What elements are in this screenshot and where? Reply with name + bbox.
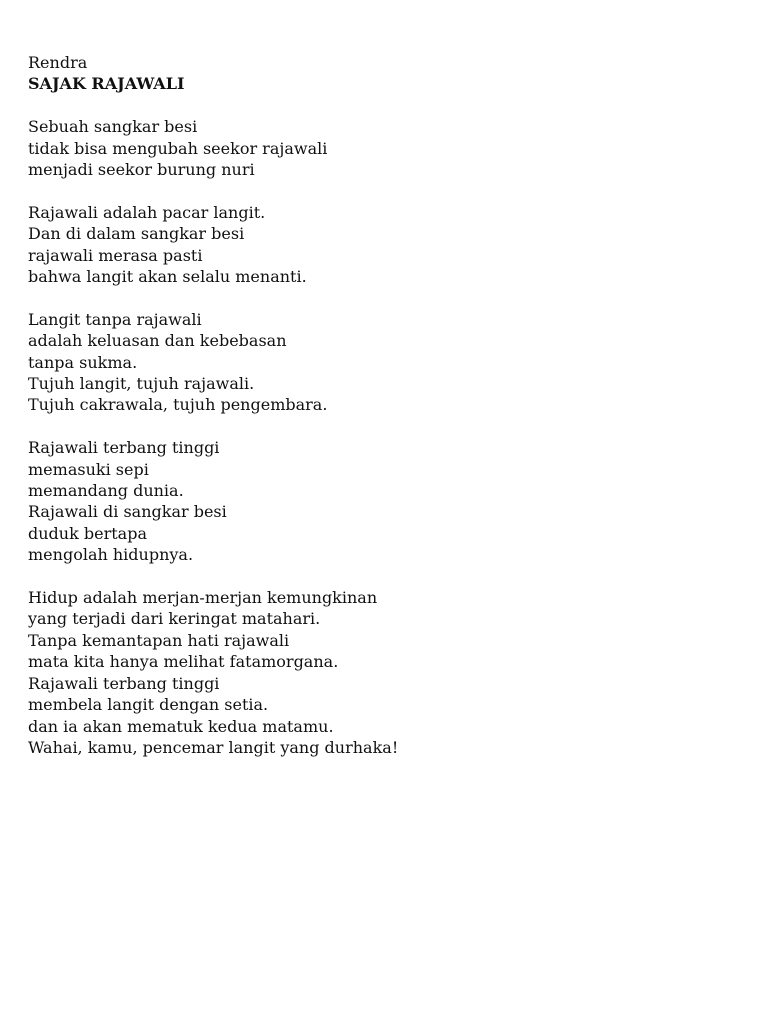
poem-line: mengolah hidupnya. [28,545,194,565]
poem-line: Rajawali adalah pacar langit. [28,202,266,222]
poem-line: membela langit dengan setia. [28,695,269,715]
poem-line: Langit tanpa rajawali [28,309,202,329]
stanza-3 [28,309,748,416]
stanza-4 [28,437,748,565]
poem-line: Tujuh langit, tujuh rajawali. [28,374,255,394]
poem-line: Rajawali di sangkar besi [28,502,227,522]
poem-line: Tanpa kemantapan hati rajawali [28,630,290,650]
poem-line: mata kita hanya melihat fatamorgana. [28,652,339,672]
poem-line: adalah keluasan dan kebebasan [28,331,287,351]
poem-line: Rajawali terbang tinggi [28,438,220,458]
poem-line: tidak bisa mengubah seekor rajawali [28,138,328,158]
poem-line: Hidup adalah merjan-merjan kemungkinan [28,588,378,608]
poem-line: duduk bertapa [28,523,147,543]
poem-line: memasuki sepi [28,459,149,479]
poem-line: Wahai, kamu, pencemar langit yang durhaka! [28,737,399,757]
stanza-2 [28,202,748,288]
poem-line: yang terjadi dari keringat matahari. [28,609,321,629]
poem-line: rajawali merasa pasti [28,245,203,265]
poem-line: bahwa langit akan selalu menanti. [28,267,307,287]
poem-title: SAJAK RAJAWALI [28,74,185,94]
poem-line: Dan di dalam sangkar besi [28,224,245,244]
stanza-1 [28,116,748,180]
poem-line: Rajawali terbang tinggi [28,673,220,693]
poem-line: tanpa sukma. [28,352,138,372]
poem-line: menjadi seekor burung nuri [28,160,255,180]
poem-line: Sebuah sangkar besi [28,117,198,137]
poem-line: Tujuh cakrawala, tujuh pengembara. [28,395,328,415]
stanza-5 [28,587,748,758]
poem-line: memandang dunia. [28,481,184,501]
document-page [28,52,748,758]
poem-author: Rendra [28,53,88,72]
poem-line: dan ia akan mematuk kedua matamu. [28,716,334,736]
